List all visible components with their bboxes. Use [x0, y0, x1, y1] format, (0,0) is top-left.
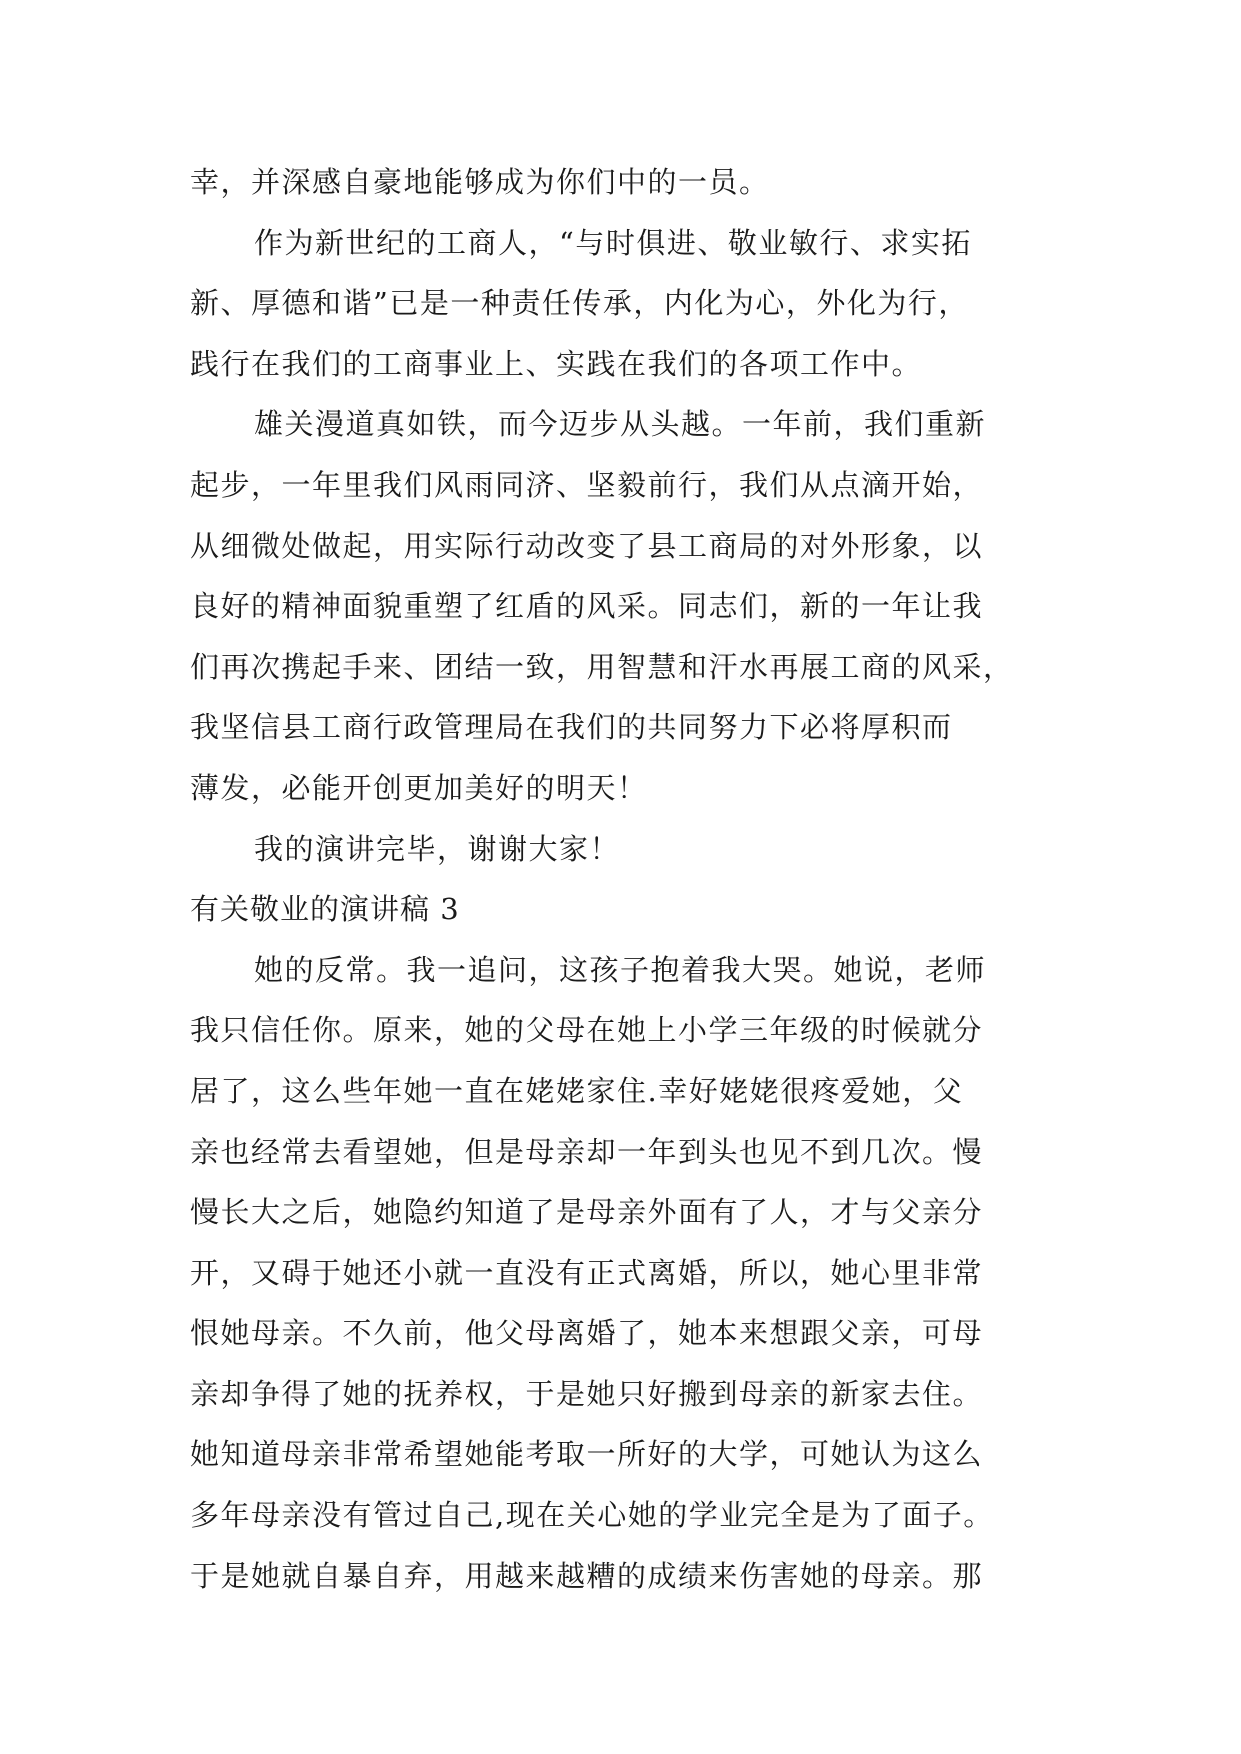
- text-line: 起步，一年里我们风雨同济、坚毅前行，我们从点滴开始，: [190, 467, 984, 502]
- text-line: 幸，并深感自豪地能够成为你们中的一员。: [190, 165, 770, 199]
- text-line: 从细微处做起，用实际行动改变了县工商局的对外形象，以: [190, 528, 984, 563]
- text-line: 多年母亲没有管过自己,现在关心她的学业完全是为了面子。: [190, 1498, 994, 1533]
- paragraph-start-line: 雄关漫道真如铁，而今迈步从头越。一年前，我们重新: [254, 407, 987, 442]
- text-line: 居了，这么些年她一直在姥姥家住.幸好姥姥很疼爱她，父: [190, 1073, 964, 1108]
- paragraph-start-line: 我的演讲完毕，谢谢大家！: [254, 831, 621, 866]
- text-line: 亲却争得了她的抚养权，于是她只好搬到母亲的新家去住。: [190, 1376, 984, 1411]
- text-line: 良好的精神面貌重塑了红盾的风采。同志们，新的一年让我: [190, 589, 984, 624]
- text-line: 恨她母亲。不久前，他父母离婚了，她本来想跟父亲，可母: [190, 1316, 984, 1351]
- text-line: 薄发，必能开创更加美好的明天！: [190, 770, 648, 805]
- text-line: 亲也经常去看望她，但是母亲却一年到头也见不到几次。慢: [190, 1134, 984, 1169]
- paragraph-start-line: 作为新世纪的工商人，“与时俱进、敬业敏行、求实拓: [254, 225, 972, 260]
- text-line: 我坚信县工商行政管理局在我们的共同努力下必将厚积而: [190, 710, 953, 745]
- text-line: 们再次携起手来、团结一致，用智慧和汗水再展工商的风采，: [190, 649, 1014, 684]
- paragraph-start-line: 她的反常。我一追问，这孩子抱着我大哭。她说，老师: [254, 952, 987, 987]
- text-line: 我只信任你。原来，她的父母在她上小学三年级的时候就分: [190, 1013, 984, 1048]
- text-line: 新、厚德和谐”已是一种责任传承，内化为心，外化为行，: [190, 286, 969, 321]
- text-line: 慢长大之后，她隐约知道了是母亲外面有了人，才与父亲分: [190, 1195, 984, 1230]
- text-line: 践行在我们的工商事业上、实践在我们的各项工作中。: [190, 346, 923, 381]
- section-heading: 有关敬业的演讲稿 3: [190, 892, 460, 927]
- text-line: 她知道母亲非常希望她能考取一所好的大学，可她认为这么: [190, 1437, 984, 1472]
- text-line: 开，又碍于她还小就一直没有正式离婚，所以，她心里非常: [190, 1255, 984, 1290]
- document-body: [190, 152, 1060, 1606]
- text-line: 于是她就自暴自弃，用越来越糟的成绩来伤害她的母亲。那: [190, 1558, 984, 1593]
